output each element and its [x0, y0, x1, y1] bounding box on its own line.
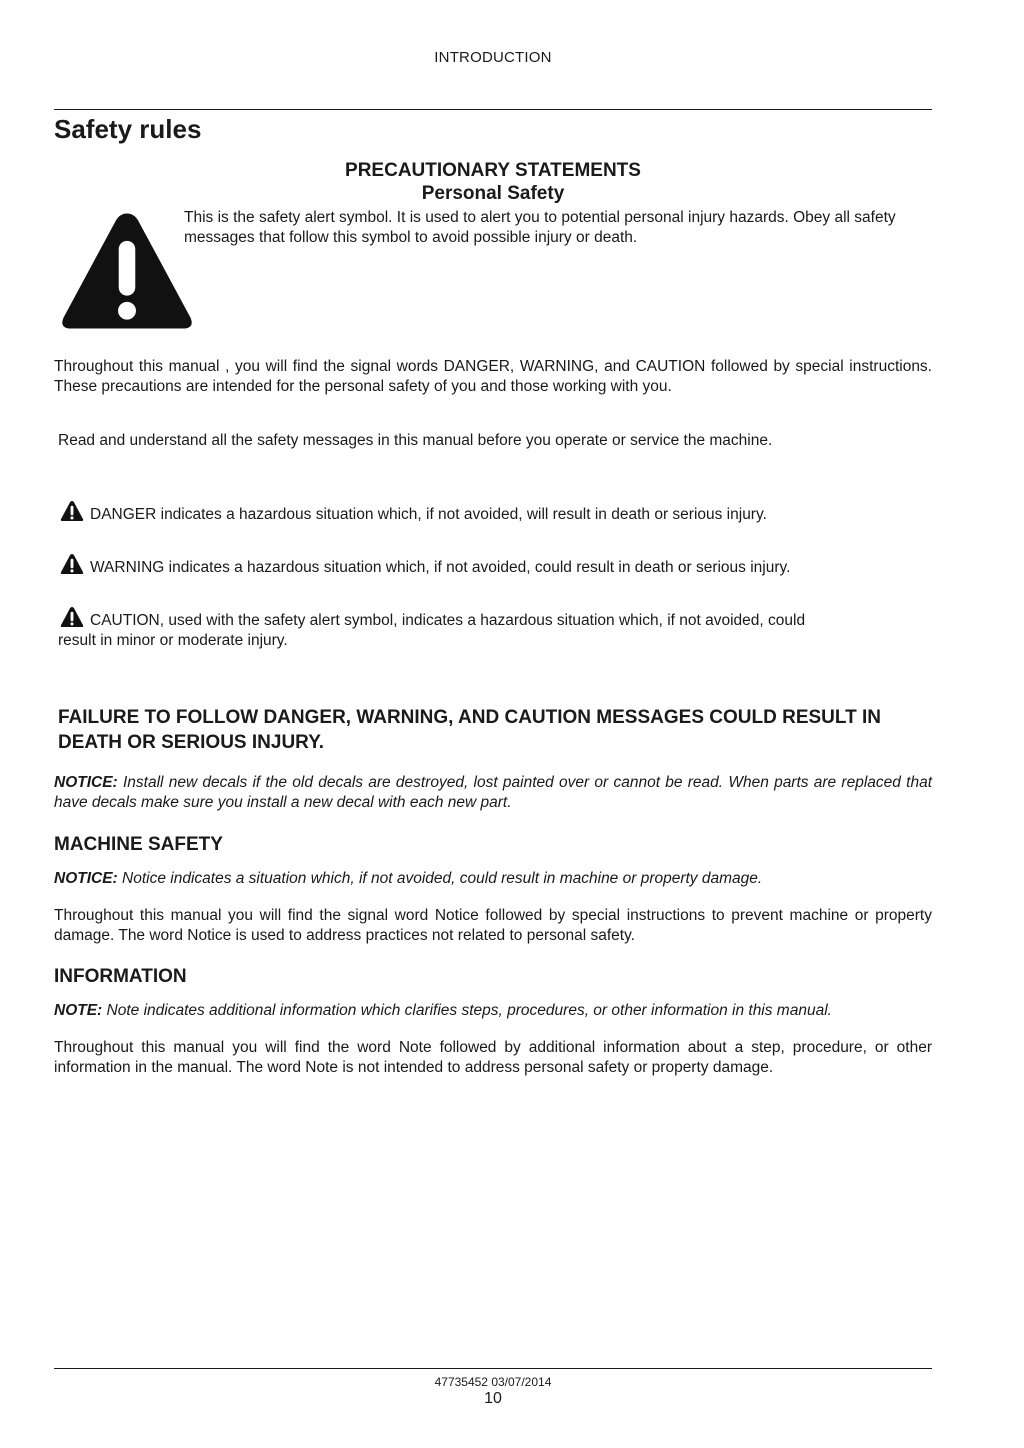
signal-words-paragraph: Throughout this manual , you will find the signal words DANGER, WARNING, and CAUTION followed by special instructions. These precautions are intended for the personal safety of you and those working with you. — [54, 358, 932, 395]
information-paragraph: Throughout this manual you will find the word Note followed by additional information about a step, procedure, or other information in the manual. The word Note is not intended to address personal safety or property damage. — [54, 1039, 932, 1076]
caution-alert-icon — [58, 606, 86, 628]
safety-alert-icon — [58, 208, 196, 334]
warning-alert-icon — [58, 553, 86, 575]
section-header: INTRODUCTION — [434, 49, 552, 66]
caution-text-line1: CAUTION, used with the safety alert symbol, indicates a hazardous situation which, if not avoided, could — [90, 612, 806, 629]
machine-notice-label: NOTICE: — [54, 870, 118, 887]
information-note-text: Note indicates additional information which clarifies steps, procedures, or other information in this manual. — [106, 1002, 832, 1019]
information-heading: INFORMATION — [54, 966, 187, 987]
safety-symbol-description: This is the safety alert symbol. It is used to alert you to potential personal injury hazards. Obey all safety messages that follow this symbol to avoid possible injury or death. — [184, 209, 896, 246]
information-note-label: NOTE: — [54, 1002, 103, 1019]
footer-doc-code: 47735452 03/07/2014 — [434, 1375, 552, 1389]
failure-warning-heading: FAILURE TO FOLLOW DANGER, WARNING, AND CAUTION MESSAGES COULD RESULT IN DEATH OR SERIOUS INJURY. — [58, 707, 881, 753]
caution-definition — [58, 606, 928, 651]
decal-notice — [54, 773, 932, 813]
footer-rule — [54, 1368, 932, 1369]
machine-safety-paragraph: Throughout this manual you will find the signal word Notice followed by special instructions to prevent machine or property damage. The word Notice is used to address practices not related to personal safety. — [54, 907, 932, 944]
personal-safety-heading: Personal Safety — [421, 183, 565, 204]
precautionary-heading: PRECAUTIONARY STATEMENTS — [345, 160, 641, 181]
header-rule — [54, 109, 932, 110]
caution-text-line2: result in minor or moderate injury. — [58, 632, 288, 649]
danger-alert-icon — [58, 500, 86, 522]
machine-notice — [54, 869, 932, 889]
danger-definition — [58, 500, 928, 525]
danger-text: DANGER indicates a hazardous situation which, if not avoided, will result in death or serious injury. — [90, 506, 767, 523]
page-number: 10 — [484, 1390, 502, 1407]
warning-text: WARNING indicates a hazardous situation which, if not avoided, could result in death or serious injury. — [90, 559, 791, 576]
decal-notice-text: Install new decals if the old decals are destroyed, lost painted over or cannot be read. When parts are replaced that have decals make sure you install a new decal with each new part. — [54, 774, 932, 811]
page-title: Safety rules — [54, 114, 202, 144]
machine-safety-heading: MACHINE SAFETY — [54, 834, 223, 855]
decal-notice-label: NOTICE: — [54, 774, 118, 791]
information-note — [54, 1001, 932, 1021]
machine-notice-text: Notice indicates a situation which, if not avoided, could result in machine or property damage. — [122, 870, 763, 887]
read-understand-paragraph: Read and understand all the safety messages in this manual before you operate or service the machine. — [58, 432, 773, 449]
warning-definition — [58, 553, 928, 578]
